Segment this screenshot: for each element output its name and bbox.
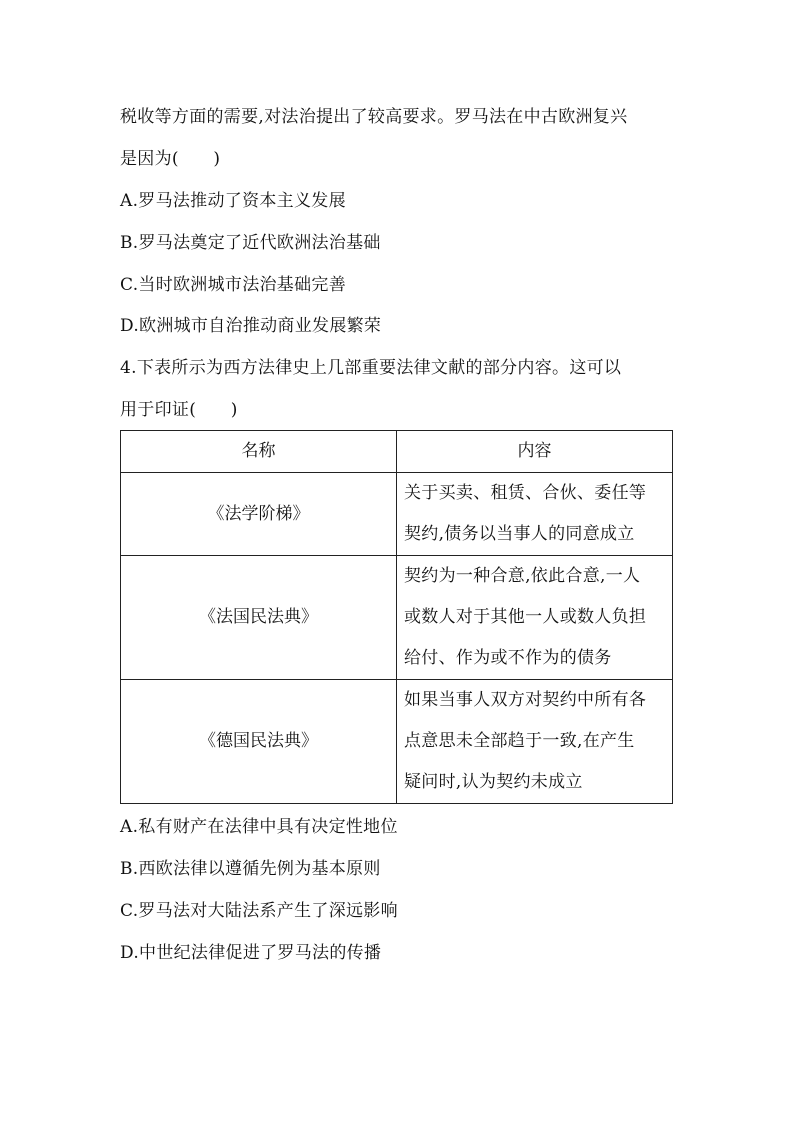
table-header-content: 内容: [397, 431, 673, 473]
legal-documents-table: [120, 430, 673, 804]
content-line: 契约,债务以当事人的同意成立: [404, 524, 635, 544]
table-cell-name: 《德国民法典》: [121, 680, 397, 804]
table-cell-name: 《法国民法典》: [121, 556, 397, 680]
content-line: 契约为一种合意,依此合意,一人: [404, 566, 641, 586]
content-line: 给付、作为或不作为的债务: [404, 648, 612, 668]
question-3-stem-line-2: 是因为( ): [120, 149, 221, 169]
content-line: 关于买卖、租赁、合伙、委任等: [404, 483, 647, 503]
table-cell-name: 《法学阶梯》: [121, 473, 397, 556]
question-4-option-a: A.私有财产在法律中具有决定性地位: [120, 817, 398, 837]
content-line: 点意思未全部趋于一致,在产生: [404, 731, 635, 751]
question-3-option-b: B.罗马法奠定了近代欧洲法治基础: [120, 233, 381, 253]
question-4-stem-line-1: 4.下表所示为西方法律史上几部重要法律文献的部分内容。这可以: [120, 358, 622, 378]
question-3-stem-line-1: 税收等方面的需要,对法治提出了较高要求。罗马法在中古欧洲复兴: [120, 107, 628, 127]
table-row: [121, 680, 673, 804]
table-row: [121, 473, 673, 556]
content-line: 疑问时,认为契约未成立: [404, 772, 583, 792]
table-cell-content: [397, 556, 673, 680]
content-line: 如果当事人双方对契约中所有各: [404, 690, 647, 710]
table-header-row: [121, 431, 673, 473]
content-line: 或数人对于其他一人或数人负担: [404, 607, 647, 627]
question-3-option-a: A.罗马法推动了资本主义发展: [120, 191, 346, 211]
question-4-option-b: B.西欧法律以遵循先例为基本原则: [120, 859, 381, 879]
question-3-option-d: D.欧洲城市自治推动商业发展繁荣: [120, 316, 382, 336]
table-cell-content: [397, 680, 673, 804]
table-header-name: 名称: [121, 431, 397, 473]
table-row: [121, 556, 673, 680]
question-4-option-c: C.罗马法对大陆法系产生了深远影响: [120, 901, 398, 921]
question-4-stem-line-2: 用于印证( ): [120, 400, 238, 420]
table-cell-content: [397, 473, 673, 556]
question-4-option-d: D.中世纪法律促进了罗马法的传播: [120, 943, 382, 963]
question-3-option-c: C.当时欧洲城市法治基础完善: [120, 275, 347, 295]
